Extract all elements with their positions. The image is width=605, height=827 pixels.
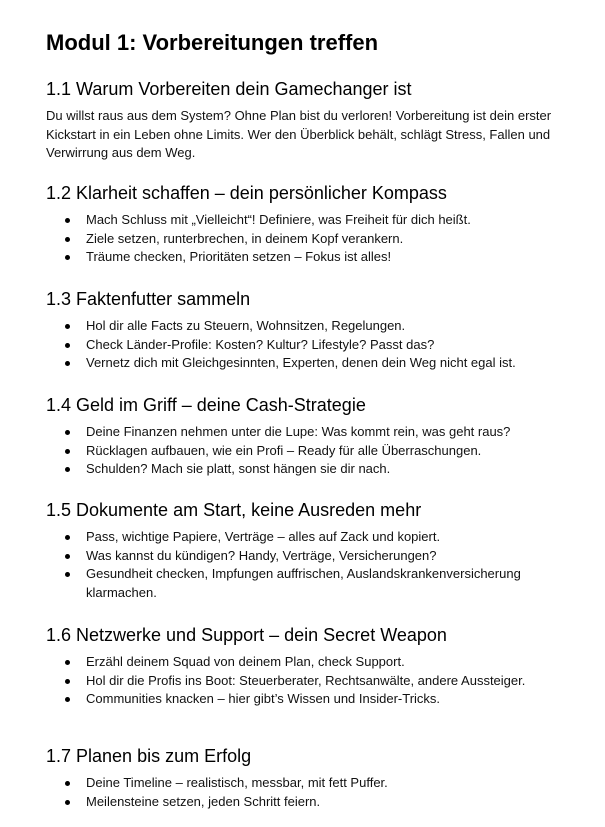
section-heading: 1.2 Klarheit schaffen – dein persönlicher Kompass — [46, 183, 447, 203]
section-1-2 — [46, 182, 566, 267]
bullet-list — [46, 211, 566, 267]
list-item — [46, 248, 566, 267]
list-item — [46, 672, 566, 691]
list-item-text: Vernetz dich mit Gleichgesinnten, Experten, denen dein Weg nicht egal ist. — [86, 355, 516, 370]
list-item-text: Ziele setzen, runterbrechen, in deinem Kopf verankern. — [86, 230, 404, 246]
bullet-icon — [65, 361, 70, 366]
page-title: Modul 1: Vorbereitungen treffen — [46, 30, 379, 55]
bullet-icon — [65, 237, 70, 242]
bullet-icon — [65, 255, 70, 260]
section-1-7 — [46, 745, 566, 811]
bullet-icon — [65, 535, 70, 540]
list-item-text: Meilensteine setzen, jeden Schritt feiern. — [86, 793, 321, 809]
section-1-4 — [46, 394, 566, 479]
bullet-icon — [65, 218, 70, 223]
section-heading: 1.7 Planen bis zum Erfolg — [46, 746, 252, 766]
list-item — [46, 336, 566, 355]
list-item — [46, 211, 566, 230]
bullet-icon — [65, 781, 70, 786]
list-item — [46, 442, 566, 461]
list-item — [46, 460, 566, 479]
list-item-text: Deine Timeline – realistisch, messbar, mit fett Puffer. — [86, 775, 388, 790]
list-item — [46, 423, 566, 442]
list-item — [46, 793, 566, 812]
list-item-text: Was kannst du kündigen? Handy, Verträge, Versicherungen? — [86, 547, 437, 563]
list-item-text: Erzähl deinem Squad von deinem Plan, check Support. — [86, 654, 405, 669]
section-1-1 — [46, 78, 566, 163]
bullet-icon — [65, 449, 70, 454]
section-1-5 — [46, 499, 566, 602]
bullet-icon — [65, 679, 70, 684]
list-item-text: Mach Schluss mit „Vielleicht“! Definiere, was Freiheit für dich heißt. — [86, 212, 471, 227]
bullet-icon — [65, 467, 70, 472]
list-item-text: Rücklagen aufbauen, wie ein Profi – Ready für alle Überraschungen. — [86, 442, 482, 458]
bullet-list — [46, 528, 566, 602]
list-item — [46, 317, 566, 336]
list-item-text: Deine Finanzen nehmen unter die Lupe: Was kommt rein, was geht raus? — [86, 424, 511, 439]
list-item-text: Communities knacken – hier gibt’s Wissen und Insider-Tricks. — [86, 691, 441, 706]
bullet-icon — [65, 430, 70, 435]
section-1-3 — [46, 288, 566, 373]
bullet-list — [46, 423, 566, 479]
list-item-text: Check Länder-Profile: Kosten? Kultur? Lifestyle? Passt das? — [86, 336, 435, 352]
bullet-icon — [65, 660, 70, 665]
section-heading: 1.1 Warum Vorbereiten dein Gamechanger ist — [46, 79, 412, 99]
list-item — [46, 565, 566, 602]
bullet-list — [46, 317, 566, 373]
bullet-icon — [65, 554, 70, 559]
list-item-text: Gesundheit checken, Impfungen auffrischen, Auslandskrankenversicherung klarmachen. — [86, 566, 521, 600]
section-heading: 1.5 Dokumente am Start, keine Ausreden mehr — [46, 500, 422, 520]
bullet-icon — [65, 343, 70, 348]
bullet-list — [46, 774, 566, 811]
section-heading: 1.6 Netzwerke und Support – dein Secret Weapon — [46, 625, 447, 645]
list-item — [46, 653, 566, 672]
list-item — [46, 690, 566, 709]
list-item — [46, 528, 566, 547]
section-paragraph: Du willst raus aus dem System? Ohne Plan bist du verloren! Vorbereitung ist dein erster Kickstart in ein Leben ohne Limits. Wer den Überblick behält, schlägt Stress, Fallen und Verwirrung aus dem Weg. — [46, 108, 552, 160]
list-item-text: Träume checken, Prioritäten setzen – Fokus ist alles! — [86, 249, 392, 264]
list-item-text: Pass, wichtige Papiere, Verträge – alles auf Zack und kopiert. — [86, 529, 441, 544]
list-item — [46, 774, 566, 793]
section-heading: 1.3 Faktenfutter sammeln — [46, 289, 251, 309]
bullet-list — [46, 653, 566, 709]
bullet-icon — [65, 800, 70, 805]
bullet-icon — [65, 324, 70, 329]
section-1-6 — [46, 624, 566, 709]
section-heading: 1.4 Geld im Griff – deine Cash-Strategie — [46, 395, 366, 415]
list-item-text: Schulden? Mach sie platt, sonst hängen sie dir nach. — [86, 461, 391, 476]
list-item — [46, 547, 566, 566]
list-item — [46, 354, 566, 373]
list-item — [46, 230, 566, 249]
bullet-icon — [65, 697, 70, 702]
list-item-text: Hol dir alle Facts zu Steuern, Wohnsitzen, Regelungen. — [86, 318, 406, 333]
bullet-icon — [65, 572, 70, 577]
list-item-text: Hol dir die Profis ins Boot: Steuerberater, Rechtsanwälte, andere Aussteiger. — [86, 672, 526, 688]
